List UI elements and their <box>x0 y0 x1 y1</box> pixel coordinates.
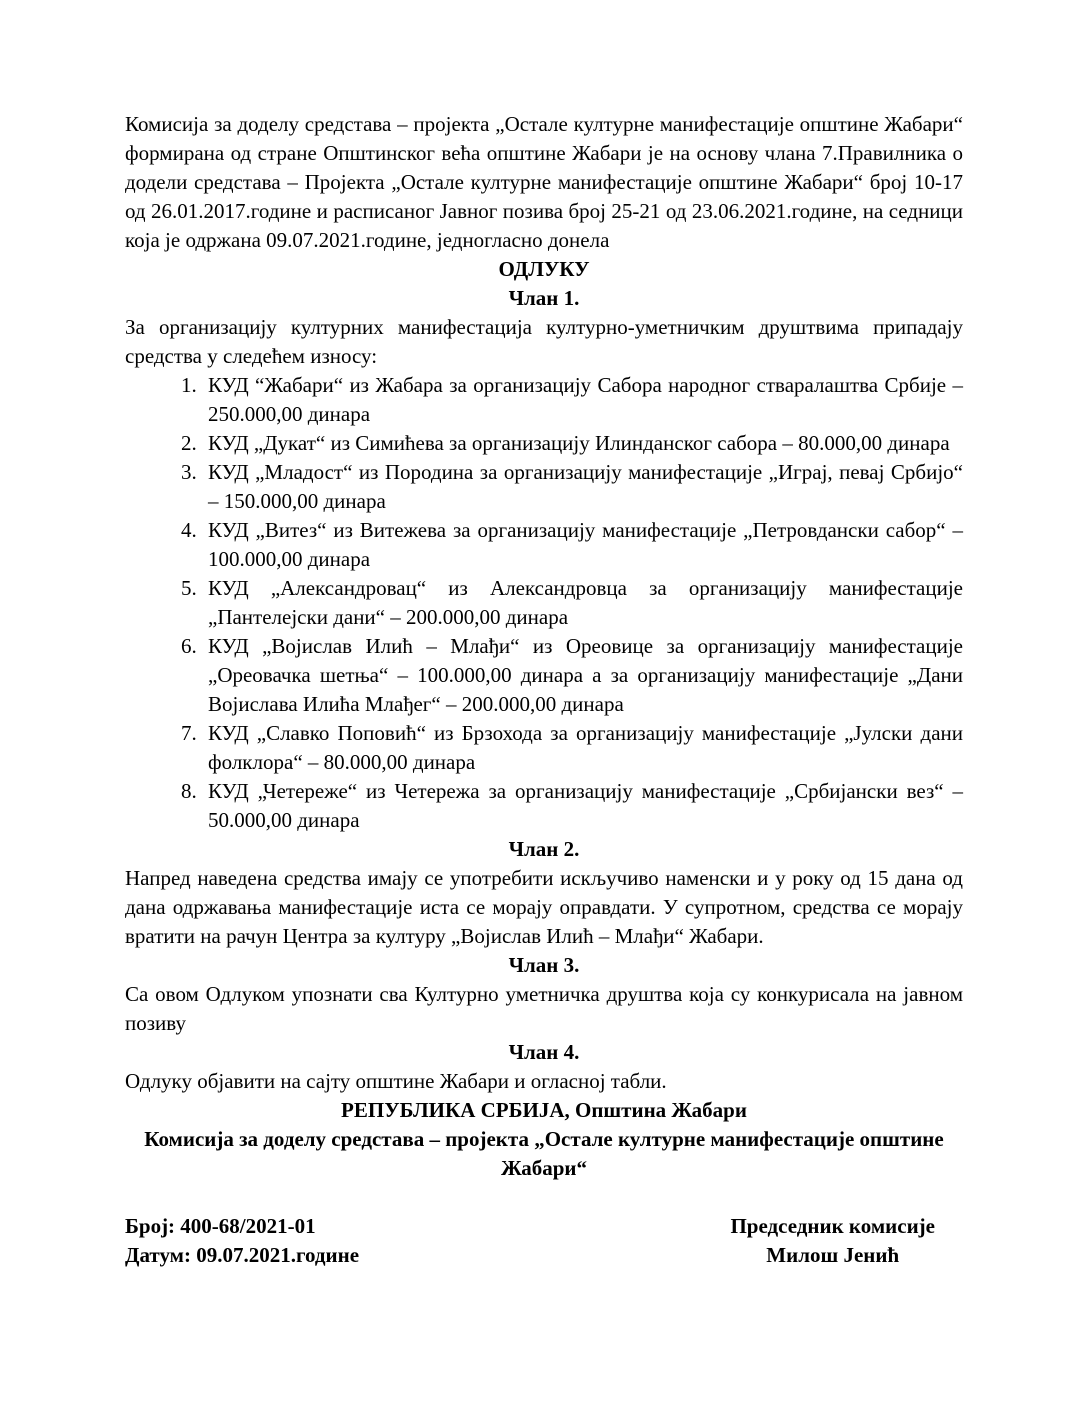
allocation-item: 7. КУД „Славко Поповић“ из Брзохода за организацију манифестације „Јулски дани фолклора“ – 80.000,00 динара <box>202 719 963 777</box>
article-2-body: Напред наведена средства имају се употребити искључиво наменски и у року од 15 дана од дана одржавања манифестације иста се морају оправдати. У супротном, средства се морају вратити на рачун Центра за културу „Војислав Илић – Млађи“ Жабари. <box>125 866 963 948</box>
allocation-item: 4. КУД „Витез“ из Витежева за организацију манифестације „Петровдански сабор“ – 100.000,00 динара <box>202 516 963 574</box>
document-footer <box>125 1212 963 1270</box>
article-1-intro: За организацију културних манифестација културно-уметничким друштвима припадају средства у следећем износу: <box>125 315 963 368</box>
republic-line: РЕПУБЛИКА СРБИЈА, Општина Жабари <box>341 1098 747 1122</box>
commission-line: Комисија за доделу средстава – пројекта „Остале културне манифестације општине Жабари“ <box>144 1127 944 1180</box>
document-date: Датум: 09.07.2021.године <box>125 1243 360 1267</box>
allocation-item: 6. КУД „Војислав Илић – Млађи“ из Ореовице за организацију манифестације „Ореовачка шетња“ – 100.000,00 динара а за организацију манифестације „Дани Војислава Илића Млађег“ – 200.000,00 динара <box>202 632 963 719</box>
allocation-item: 2. КУД „Дукат“ из Симићева за организацију Илинданског сабора – 80.000,00 динара <box>202 429 963 458</box>
allocation-list <box>125 371 963 835</box>
allocation-item: 8. КУД „Четереже“ из Четережа за организацију манифестације „Србијански вез“ – 50.000,00 динара <box>202 777 963 835</box>
article-3-heading: Члан 3. <box>508 953 580 977</box>
article-4-heading: Члан 4. <box>508 1040 580 1064</box>
allocation-item: 1. КУД “Жабари“ из Жабара за организацију Сабора народног стваралаштва Србије – 250.000,00 динара <box>202 371 963 429</box>
document-number: Број: 400-68/2021-01 <box>125 1214 316 1238</box>
president-name: Милош Јенић <box>766 1243 900 1267</box>
president-title: Председник комисије <box>730 1214 935 1238</box>
article-4-body: Одлуку објавити на сајту општине Жабари и огласној табли. <box>125 1069 667 1093</box>
footer-left <box>125 1212 359 1270</box>
footer-right <box>730 1212 935 1270</box>
allocation-item: 3. КУД „Младост“ из Породина за организацију манифестације „Играј, певај Србијо“ – 150.000,00 динара <box>202 458 963 516</box>
article-1-heading: Члан 1. <box>508 286 580 310</box>
article-2-heading: Члан 2. <box>508 837 580 861</box>
article-3-body: Са овом Одлуком упознати сва Културно уметничка друштва која су конкурисала на јавном позиву <box>125 982 963 1035</box>
allocation-item: 5. КУД „Александровац“ из Александровца за организацију манифестације „Пантелејски дани“ – 200.000,00 динара <box>202 574 963 632</box>
decision-title: ОДЛУКУ <box>498 257 590 281</box>
intro-paragraph: Комисија за доделу средстава – пројекта „Остале културне манифестације општине Жабари“ формирана од стране Општинског већа општине Жабари је на основу члана 7.Правилника о додели средстава – Пројекта „Остале културне манифестације општине Жабари“ број 10-17 од 26.01.2017.године и расписаног Јавног позива број 25-21 од 23.06.2021.године, на седници која је одржана 09.07.2021.године, једногласно донела <box>125 112 963 252</box>
